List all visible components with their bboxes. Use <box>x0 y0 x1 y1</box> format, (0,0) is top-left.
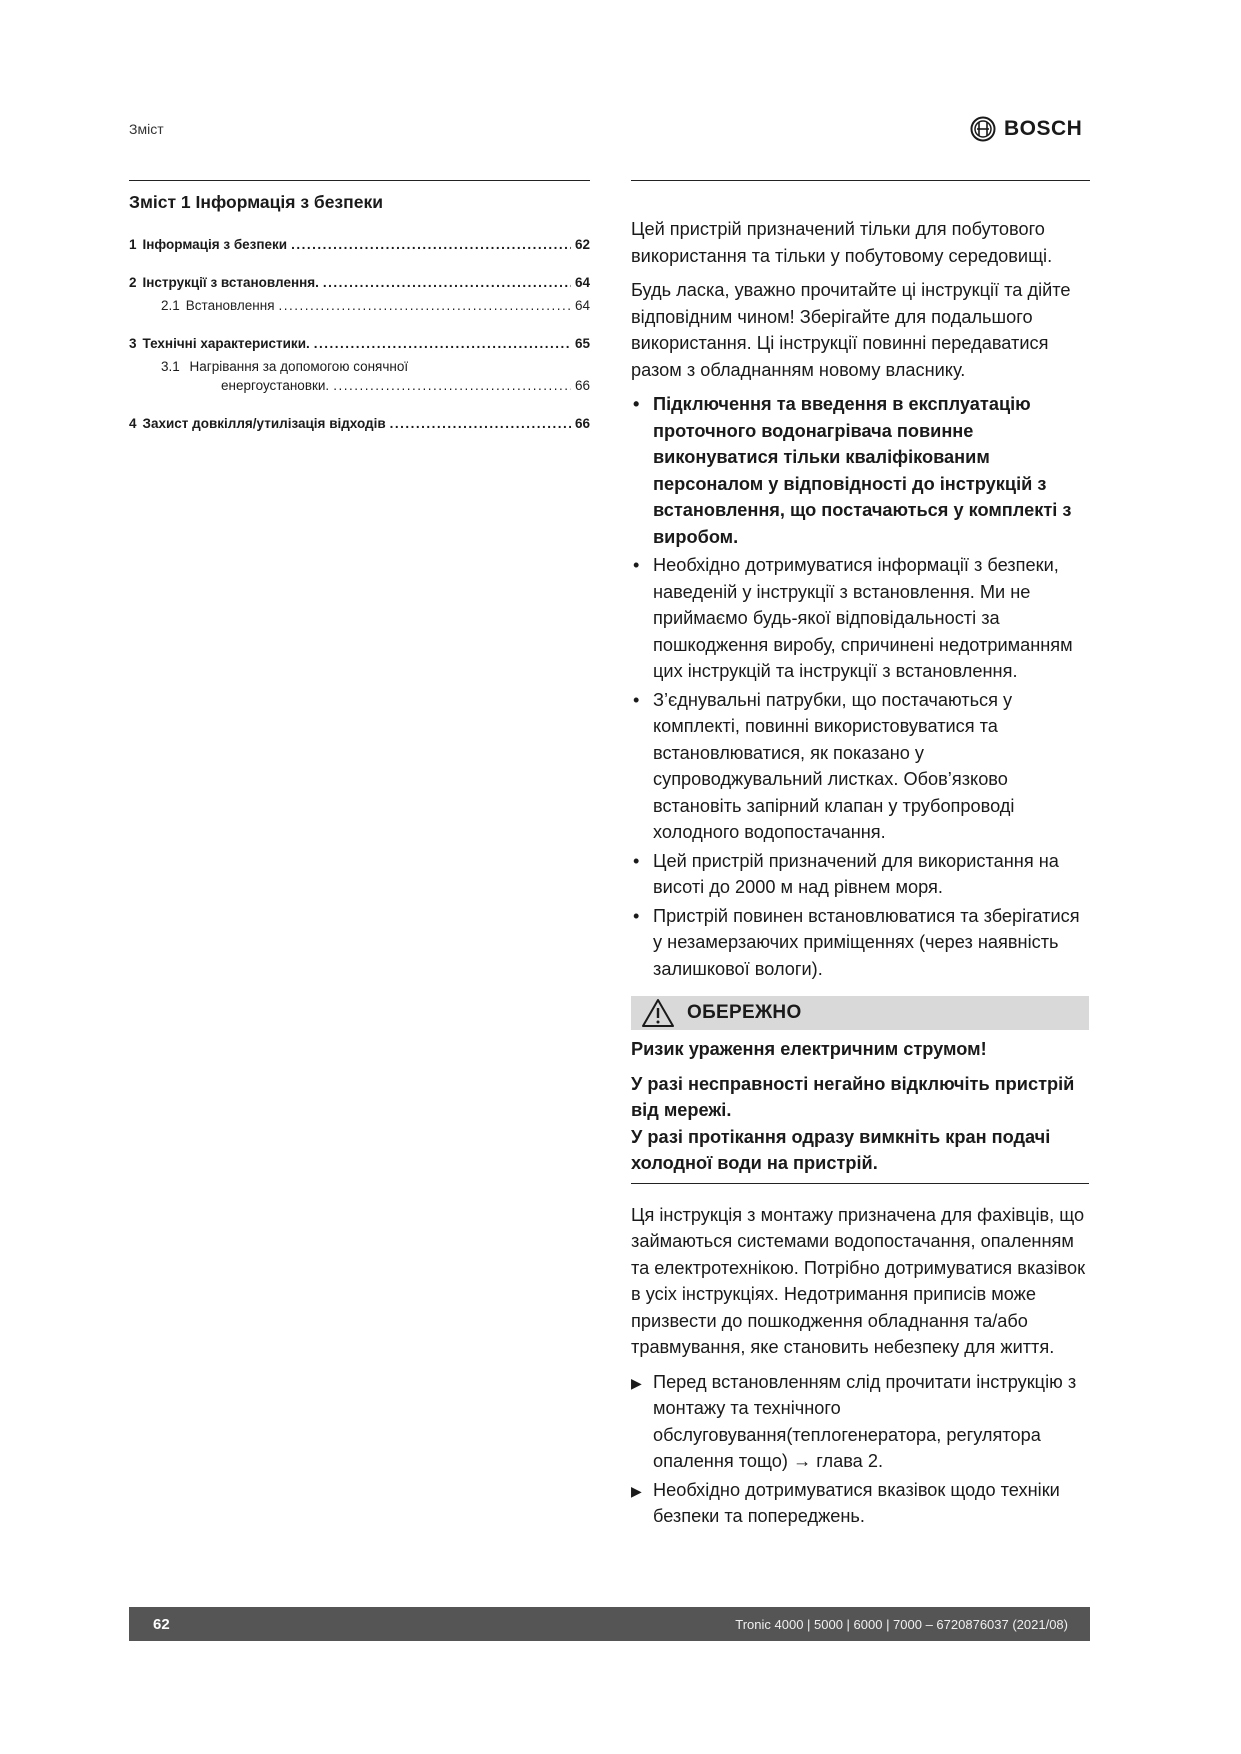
safety-info-section <box>631 216 1089 1532</box>
list-item: ▶ Перед встановленням слід прочитати інструкцію з монтажу та технічного обслуговування(теплогенератора, регулятора опалення тощо) → глава 2. <box>631 1369 1089 1475</box>
warning-header <box>631 996 1089 1030</box>
toc-entry-title: Інструкції з встановлення. <box>142 275 319 290</box>
toc-leader-dots <box>279 296 571 315</box>
toc-subentry[interactable] <box>129 296 590 315</box>
toc-entry-number: 2.1 <box>161 298 180 313</box>
toc-entry-title-line2: енергоустановки. <box>221 378 330 393</box>
action-steps-list <box>631 1369 1089 1530</box>
toc-entry[interactable] <box>129 334 590 353</box>
running-head: Зміст <box>129 121 164 137</box>
list-item: • Необхідно дотримуватися інформації з безпеки, наведеній у інструкції з встановлення. Ми не приймаємо будь-якої відповідальності за пошкодження виробу, спричинені недотриманням цих інструкцій та інструкції з встановлення. <box>631 552 1089 685</box>
toc-entry-number: 3.1 <box>161 359 180 374</box>
toc-leader-dots <box>314 334 571 353</box>
toc-entry-page: 64 <box>574 275 590 290</box>
list-item: • Цей пристрій призначений для використання на висоті до 2000 м над рівнем моря. <box>631 848 1089 901</box>
toc-entry-number: 4 <box>129 416 137 431</box>
toc-entry-title: Технічні характеристики. <box>142 336 310 351</box>
toc-entry[interactable] <box>129 414 590 433</box>
list-item: • Пристрій повинен встановлюватися та зберігатися у незамерзаючих приміщеннях (через наявність залишкової вологи). <box>631 903 1089 983</box>
toc-entry-title: Встановлення <box>185 298 275 313</box>
toc-leader-dots <box>390 414 571 433</box>
page-number: 62 <box>153 1615 170 1633</box>
table-of-contents <box>129 192 590 433</box>
toc-entry-page: 65 <box>574 336 590 351</box>
toc-subentry[interactable] <box>129 357 590 395</box>
toc-leader-dots <box>291 235 571 254</box>
toc-title: Зміст 1 Інформація з безпеки <box>129 192 383 212</box>
warning-line: У разі протікання одразу вимкніть кран подачі холодної води на пристрій. <box>631 1126 1051 1173</box>
list-item: • З’єднувальні патрубки, що постачаються у комплекті, повинні використовуватися та встановлюватися, як показано у супроводжувальний листках. Обов’язково встановіть запірний клапан у трубопроводі холодного водопостачання. <box>631 687 1089 846</box>
brand-logo <box>970 116 1082 142</box>
warning-line: Ризик ураження електричним струмом! <box>631 1039 987 1059</box>
document-info: Tronic 4000 | 5000 | 6000 | 7000 – 6720876037 (2021/08) <box>735 1616 1068 1632</box>
toc-entry-page: 66 <box>574 416 590 431</box>
toc-entry-title-line1: Нагрівання за допомогою сонячної <box>189 359 409 374</box>
toc-leader-dots <box>323 273 571 292</box>
toc-entry-number: 2 <box>129 275 137 290</box>
toc-entry[interactable] <box>129 235 590 254</box>
toc-entry-title: Інформація з безпеки <box>142 237 288 252</box>
safety-bullet-list <box>631 391 1089 982</box>
intro-paragraph-1: Цей пристрій призначений тільки для побутового використання та тільки у побутовому середовищі. <box>631 219 1053 266</box>
toc-entry[interactable] <box>129 273 590 292</box>
warning-title: ОБЕРЕЖНО <box>687 1001 802 1023</box>
brand-name: BOSCH <box>1004 117 1083 140</box>
right-header-rule <box>631 180 1090 181</box>
toc-entry-page: 66 <box>574 378 590 393</box>
warning-triangle-icon <box>641 998 675 1028</box>
warning-line: У разі несправності негайно відключіть пристрій від мережі. <box>631 1073 1075 1120</box>
toc-leader-dots <box>333 376 571 395</box>
toc-entry-title: Захист довкілля/утилізація відходів <box>142 416 386 431</box>
toc-entry-page: 62 <box>574 237 590 252</box>
toc-entry-page: 64 <box>574 298 590 313</box>
toc-entry-number: 1 <box>129 237 137 252</box>
bosch-armature-icon <box>970 116 996 142</box>
left-header-rule <box>129 180 590 181</box>
warning-bottom-rule <box>631 1183 1089 1184</box>
list-item: ▶ Необхідно дотримуватися вказівок щодо техніки безпеки та попереджень. <box>631 1477 1089 1530</box>
footer-bar <box>129 1607 1090 1641</box>
toc-entry-number: 3 <box>129 336 137 351</box>
intro-paragraph-2: Будь ласка, уважно прочитайте ці інструкції та дійте відповідним чином! Зберігайте для подальшого використання. Ці інструкції повинні передаватися разом з обладнанням новому власнику. <box>631 280 1071 380</box>
list-item: • Підключення та введення в експлуатацію проточного водонагрівача повинне виконуватися тільки кваліфікованим персоналом у відповідності до інструкцій з встановлення, що постачаються у комплекті з виробом. <box>631 391 1089 550</box>
warning-body <box>631 1036 1089 1177</box>
outro-paragraph: Ця інструкція з монтажу призначена для фахівців, що займаються системами водопостачання, опаленням та електротехнікою. Потрібно дотримуватися вказівок в усіх інструкціях. Недотримання приписів може призвести до пошкодження обладнання та/або травмування, яке становить небезпеку для життя. <box>631 1204 1086 1357</box>
